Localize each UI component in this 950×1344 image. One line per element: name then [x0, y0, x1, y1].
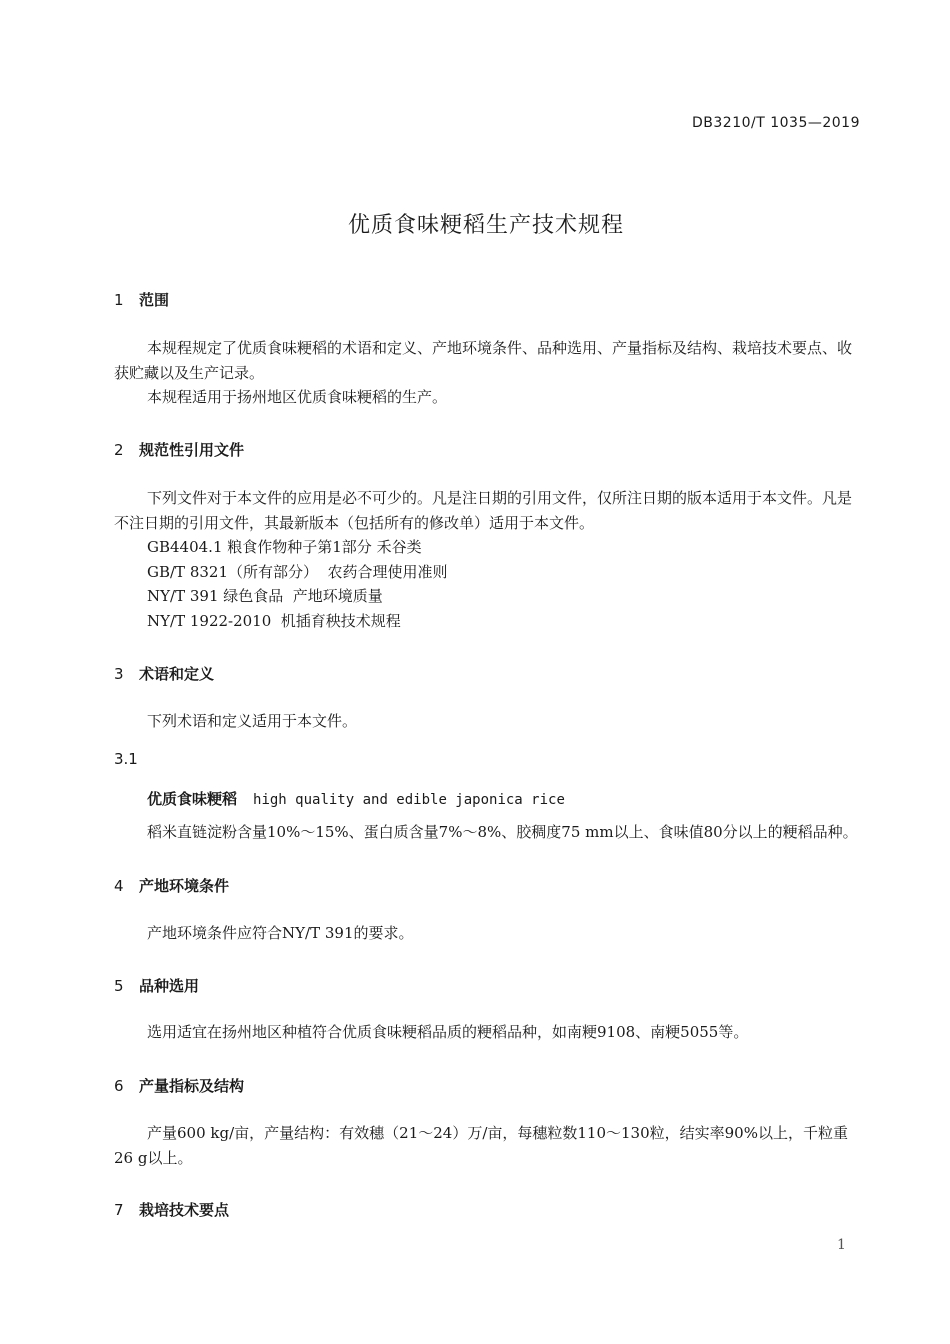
section-3	[114, 663, 864, 684]
term-entry	[114, 788, 864, 809]
section-number: 5	[114, 977, 124, 995]
section-number: 2	[114, 441, 124, 459]
section-heading	[114, 289, 864, 310]
subsection-number: 3.1	[114, 750, 138, 768]
section-heading	[114, 975, 864, 996]
section-3-body	[114, 709, 864, 734]
reference-item: NY/T 1922-2010 机插育秧技术规程	[147, 611, 401, 630]
page-number: 1	[837, 1237, 846, 1253]
section-6	[114, 1075, 864, 1096]
section-title: 栽培技术要点	[139, 1201, 230, 1219]
section-title: 术语和定义	[139, 665, 215, 683]
section-6-body	[114, 1121, 864, 1170]
section-heading	[114, 875, 864, 896]
paragraph: 产量600 kg/亩，产量结构：有效穗（21～24）万/亩，每穗粒数110～130粒，结实率90%以上，千粒重26 g以上。	[114, 1124, 848, 1167]
paragraph: 下列文件对于本文件的应用是必不可少的。凡是注日期的引用文件，仅所注日期的版本适用于本文件。凡是不注日期的引用文件，其最新版本（包括所有的修改单）适用于本文件。	[114, 489, 853, 532]
section-5-body	[114, 1020, 864, 1045]
section-1	[114, 289, 864, 310]
section-title: 产量指标及结构	[139, 1077, 245, 1095]
subsection-3-1	[114, 750, 864, 768]
section-2	[114, 439, 864, 460]
section-heading	[114, 663, 864, 684]
reference-item: GB4404.1 粮食作物种子第1部分 禾谷类	[147, 538, 422, 556]
section-title: 产地环境条件	[139, 877, 230, 895]
reference-item: GB/T 8321（所有部分） 农药合理使用准则	[147, 562, 448, 581]
term-definition: 稻米直链淀粉含量10%～15%、蛋白质含量7%～8%、胶稠度75 mm以上、食味值80分以上的粳稻品种。	[147, 823, 858, 841]
section-4	[114, 875, 864, 896]
document-code: DB3210/T 1035—2019	[692, 115, 860, 131]
paragraph: 下列术语和定义适用于本文件。	[147, 712, 358, 730]
section-number: 3	[114, 665, 124, 683]
section-number: 4	[114, 877, 124, 895]
section-heading	[114, 1075, 864, 1096]
reference-item: NY/T 391 绿色食品 产地环境质量	[147, 587, 383, 605]
paragraph: 本规程规定了优质食味粳稻的术语和定义、产地环境条件、品种选用、产量指标及结构、栽培技术要点、收获贮藏以及生产记录。	[114, 339, 853, 382]
term-line	[114, 788, 864, 809]
term-english: high quality and edible japonica rice	[253, 792, 565, 808]
paragraph: 选用适宜在扬州地区种植符合优质食味粳稻品质的粳稻品种，如南粳9108、南粳5055等。	[147, 1023, 749, 1041]
section-heading	[114, 439, 864, 460]
section-title: 规范性引用文件	[139, 441, 245, 459]
section-7	[114, 1199, 864, 1220]
section-number: 7	[114, 1201, 124, 1219]
section-number: 6	[114, 1077, 124, 1095]
paragraph: 本规程适用于扬州地区优质食味粳稻的生产。	[147, 388, 448, 406]
section-2-body	[114, 486, 864, 633]
section-title: 品种选用	[139, 977, 200, 995]
paragraph: 产地环境条件应符合NY/T 391的要求。	[147, 924, 414, 942]
document-title: 优质食味粳稻生产技术规程	[347, 213, 624, 238]
section-1-body	[114, 336, 864, 410]
term-definition-block	[114, 820, 864, 845]
section-4-body	[114, 921, 864, 946]
term-chinese: 优质食味粳稻	[147, 790, 238, 808]
section-5	[114, 975, 864, 996]
section-title: 范围	[139, 291, 170, 309]
section-number: 1	[114, 291, 124, 309]
section-heading	[114, 1199, 864, 1220]
